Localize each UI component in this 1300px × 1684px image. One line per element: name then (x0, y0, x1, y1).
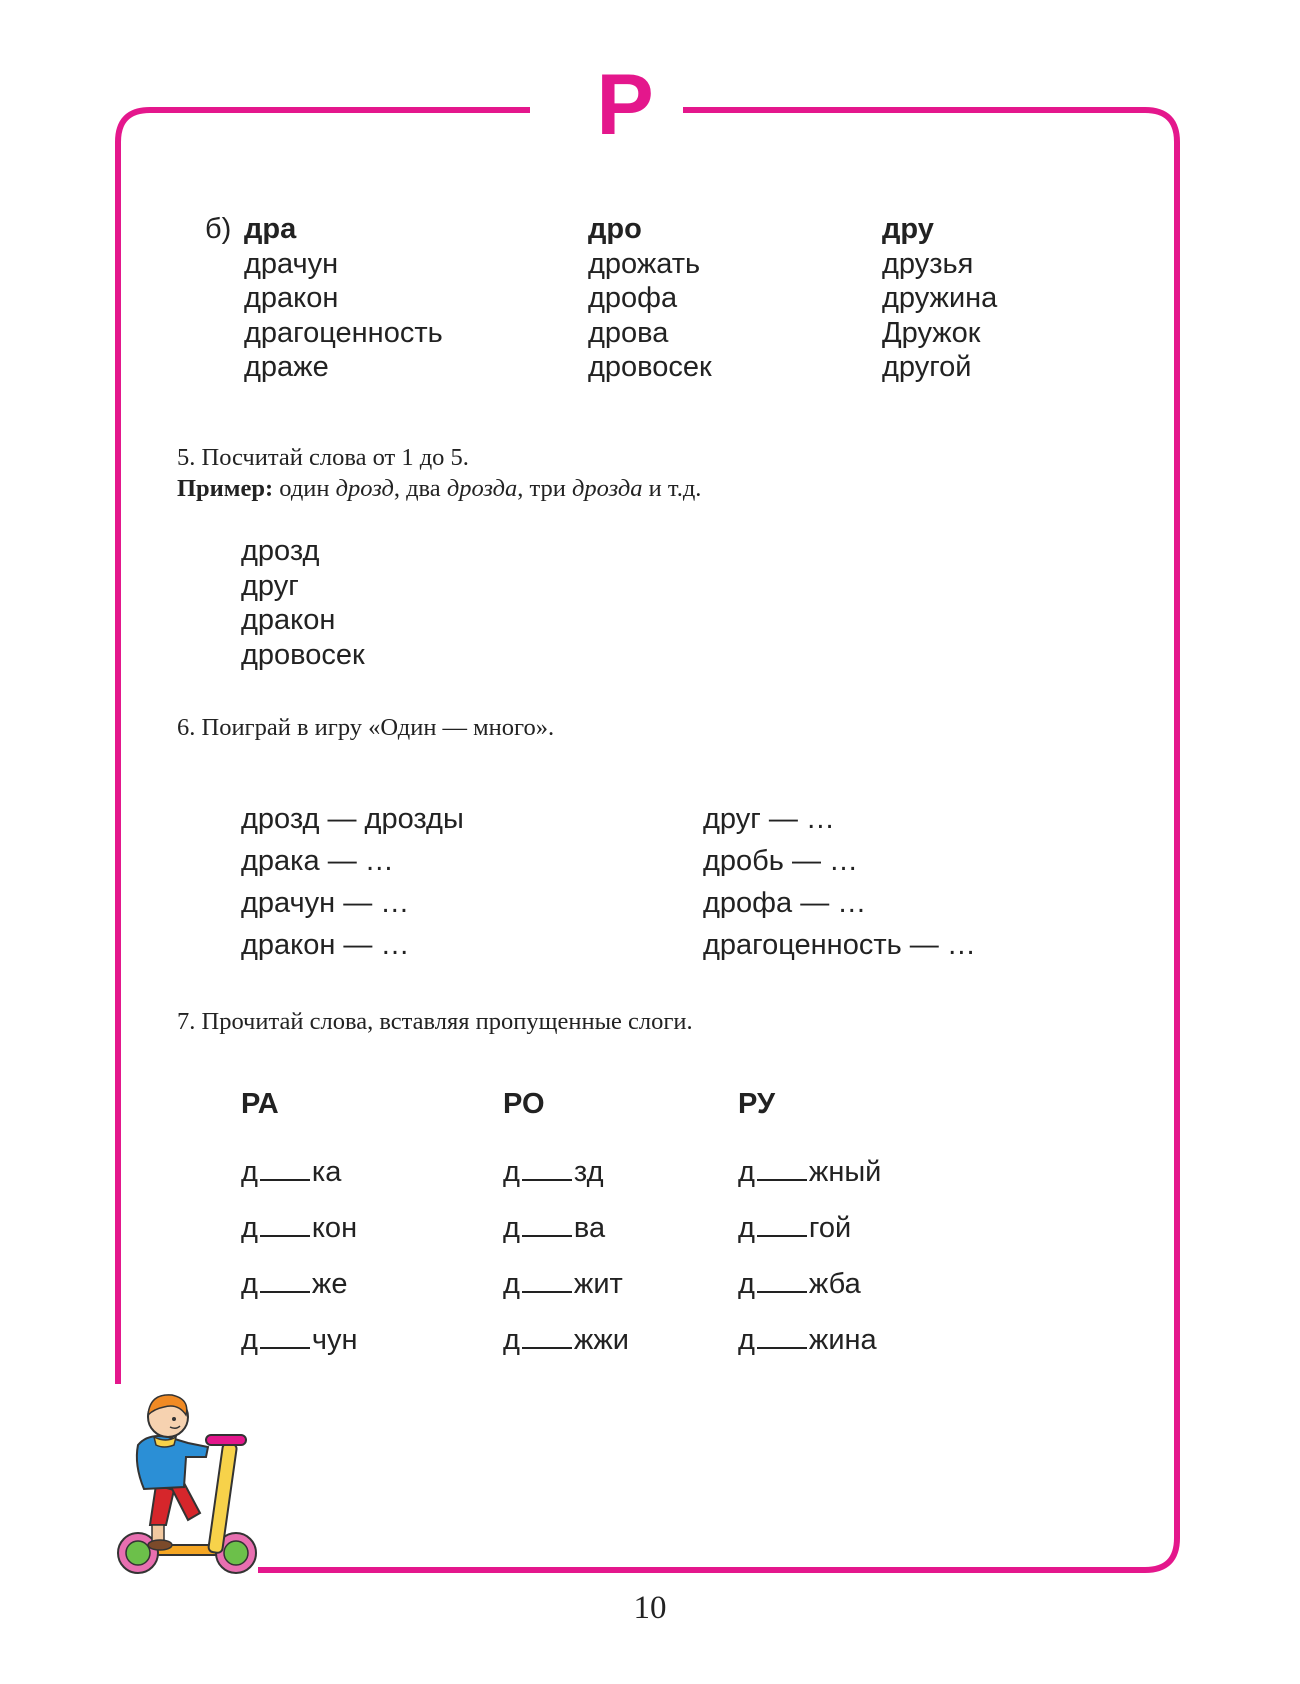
pair-item: друг — … (703, 803, 835, 835)
word-end: гой (808, 1212, 852, 1244)
word: Дружок (882, 316, 981, 349)
example-word: дрозд (335, 475, 394, 502)
word: драчун (244, 247, 339, 280)
word: дровосек (588, 351, 712, 383)
word-start: д (738, 1156, 755, 1188)
blank-line[interactable] (260, 1155, 310, 1181)
gap-word (503, 1256, 629, 1312)
example-text: , два (393, 475, 441, 502)
task-text: Прочитай слова, вставляя пропущенные слоги. (201, 1008, 693, 1035)
word: дрожать (588, 247, 701, 280)
blank-line[interactable] (757, 1211, 807, 1237)
word-end: чун (311, 1324, 358, 1356)
word: дракон (244, 282, 339, 314)
blank-line[interactable] (522, 1323, 572, 1349)
blank-line[interactable] (260, 1323, 310, 1349)
blank-line[interactable] (260, 1211, 310, 1237)
gap-column-ra (241, 1144, 358, 1368)
pair-item: дрофа — … (703, 887, 867, 919)
word-start: д (241, 1156, 258, 1188)
word-end: жжи (573, 1324, 629, 1356)
gap-word (503, 1312, 629, 1368)
column-head: дро (588, 213, 642, 245)
syllable-head-ra: РА (241, 1088, 279, 1120)
column-head: дра (244, 213, 297, 245)
example-word: дрозда (572, 475, 643, 502)
list-item: дровосек (241, 638, 365, 671)
word: дрова (588, 316, 669, 349)
gap-word (241, 1144, 358, 1200)
word-start: д (503, 1324, 520, 1356)
task-text: Поиграй в игру «Один — много». (201, 714, 555, 741)
pair-item: драчун — … (241, 887, 410, 919)
example-label: Пример: (177, 475, 274, 502)
gap-word (738, 1312, 881, 1368)
list-item: друг (241, 569, 299, 602)
blank-line[interactable] (522, 1211, 572, 1237)
task-number: 5. (177, 444, 196, 471)
pair-item: дракон — … (241, 929, 410, 961)
word: другой (882, 351, 972, 383)
word: дружина (882, 282, 998, 314)
syllable-head-ro: РО (503, 1088, 545, 1120)
pair-item: дрозд — дрозды (241, 803, 464, 835)
word-end: кон (311, 1212, 358, 1244)
blank-line[interactable] (757, 1267, 807, 1293)
gap-word (738, 1144, 881, 1200)
section-b-label: б) (205, 213, 232, 245)
column-dra (244, 212, 443, 385)
blank-line[interactable] (757, 1155, 807, 1181)
blank-line[interactable] (522, 1155, 572, 1181)
gap-word (738, 1200, 881, 1256)
word-start: д (738, 1212, 755, 1244)
task-6-right-column (703, 798, 976, 966)
gap-column-ro (503, 1144, 629, 1368)
task-5-instruction (177, 442, 469, 473)
page-number: 10 (633, 1590, 667, 1626)
task-6-instruction (177, 712, 554, 743)
word-end: жный (808, 1156, 882, 1188)
pair-item: дробь — … (703, 845, 859, 877)
gap-word (503, 1144, 629, 1200)
task-text: Посчитай слова от 1 до 5. (201, 444, 469, 471)
word-start: д (241, 1268, 258, 1300)
column-dru (882, 212, 997, 385)
word-start: д (503, 1212, 520, 1244)
word-start: д (738, 1324, 755, 1356)
word: драгоценность (244, 316, 443, 349)
word-end: жба (808, 1268, 861, 1300)
word-start: д (241, 1324, 258, 1356)
gap-word (503, 1200, 629, 1256)
example-text: , три (517, 475, 566, 502)
word: драже (244, 351, 329, 383)
example-text: один (279, 475, 330, 502)
blank-line[interactable] (260, 1267, 310, 1293)
column-dro (588, 212, 712, 385)
task-5-word-list (241, 534, 365, 672)
task-6-left-column (241, 798, 464, 966)
gap-word (241, 1312, 358, 1368)
task-number: 6. (177, 714, 196, 741)
task-number: 7. (177, 1008, 196, 1035)
word-end: ва (573, 1212, 606, 1244)
column-head: дру (882, 213, 934, 245)
word-start: д (503, 1156, 520, 1188)
boy-on-scooter-illustration (108, 1385, 268, 1585)
blank-line[interactable] (522, 1267, 572, 1293)
word-start: д (738, 1268, 755, 1300)
word-end: зд (573, 1156, 604, 1188)
word: друзья (882, 247, 974, 280)
word-end: же (311, 1268, 348, 1300)
word-end: ка (311, 1156, 342, 1188)
list-item: дракон (241, 604, 336, 636)
word-start: д (503, 1268, 520, 1300)
gap-column-ru (738, 1144, 881, 1368)
pair-item: драка — … (241, 845, 394, 877)
blank-line[interactable] (757, 1323, 807, 1349)
task-7-instruction (177, 1006, 693, 1037)
word-end: жит (573, 1268, 623, 1300)
word: дрофа (588, 282, 678, 314)
example-text: и т.д. (648, 475, 702, 502)
task-5-example (177, 473, 701, 504)
gap-word (241, 1200, 358, 1256)
letter-title: Р (596, 57, 654, 153)
gap-word (738, 1256, 881, 1312)
word-start: д (241, 1212, 258, 1244)
list-item: дрозд (241, 535, 320, 567)
gap-word (241, 1256, 358, 1312)
example-word: дрозда (446, 475, 518, 502)
pair-item: драгоценность — … (703, 929, 976, 961)
syllable-head-ru: РУ (738, 1088, 776, 1120)
word-end: жина (808, 1324, 877, 1356)
